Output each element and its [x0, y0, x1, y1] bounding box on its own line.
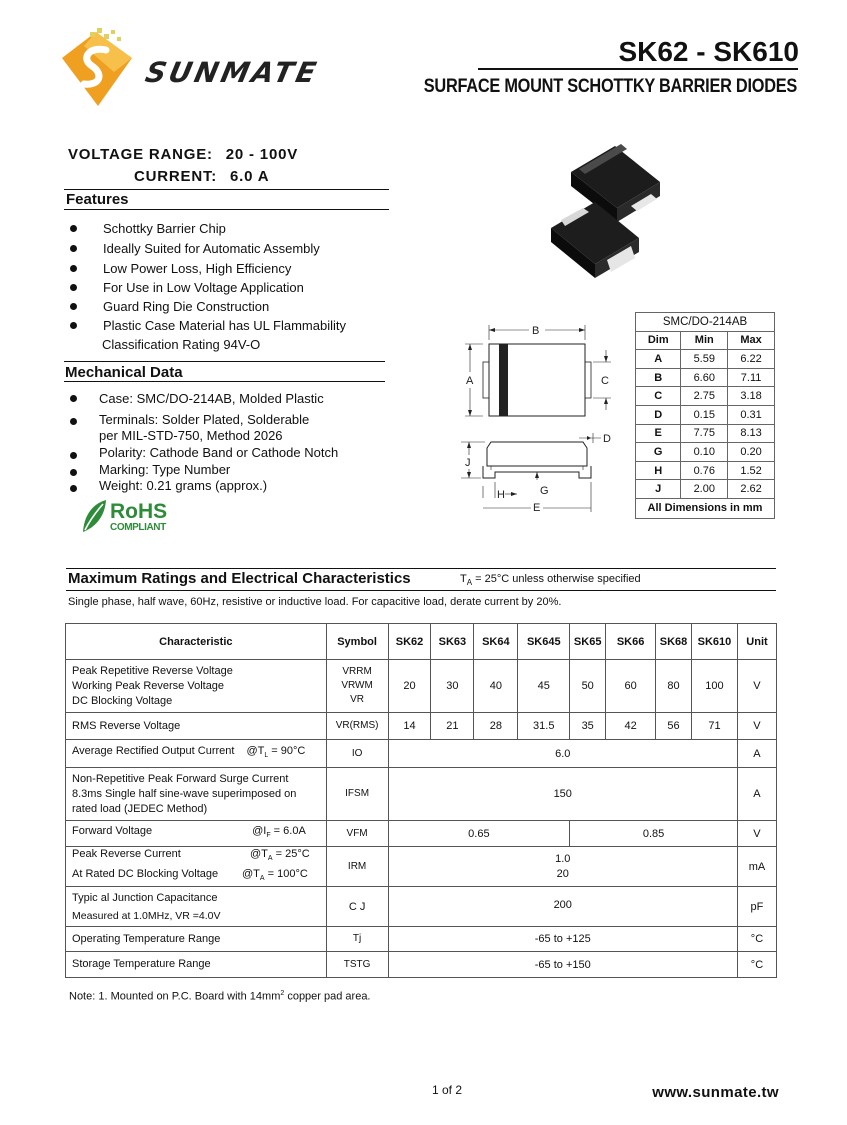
dimensions-table-title: SMC/DO-214AB	[636, 313, 775, 332]
column-header: SK610	[692, 624, 738, 660]
column-header: Min	[681, 331, 728, 350]
column-header: SK63	[431, 624, 474, 660]
column-header: Symbol	[326, 624, 388, 660]
list-item: Guard Ring Die Construction	[70, 299, 400, 318]
features-list	[70, 221, 400, 356]
footnote: Note: 1. Mounted on P.C. Board with $14mm^2$ copper pad area.	[69, 990, 371, 1003]
table-row: C 2.75 3.18	[636, 387, 775, 406]
table-row: Operating Temperature Range Tj -65 to +125 °C	[66, 927, 777, 952]
dim-label-j: J	[465, 457, 471, 469]
sunmate-logo-icon	[56, 28, 138, 110]
current-value: 6.0 A	[230, 168, 270, 185]
title-rule	[478, 68, 798, 70]
bullet-icon	[70, 245, 77, 252]
dimensions-table	[635, 312, 775, 519]
bullet-icon	[70, 452, 77, 459]
package-outline-drawing	[455, 320, 625, 515]
bullet-icon	[70, 225, 77, 232]
bullet-icon	[70, 303, 77, 310]
list-item: Marking: Type Number	[70, 462, 230, 477]
column-header: Max	[728, 331, 775, 350]
table-row: Peak Repetitive Reverse Voltage Working Peak Reverse Voltage DC Blocking Voltage VRRM VRWM VR 20 30 40 45 50 60 80 100 V	[66, 660, 777, 713]
brand-wordmark: SUNMATE	[142, 56, 322, 89]
table-row: Average Rectified Output Current $@T_L = 90^\circ C$ IO 6.0 A	[66, 740, 777, 768]
list-item: Ideally Suited for Automatic Assembly	[70, 241, 400, 261]
column-header: Characteristic	[66, 624, 327, 660]
list-item: Weight: 0.21 grams (approx.)	[70, 478, 267, 493]
dimensions-table-footer: All Dimensions in mm	[636, 498, 775, 518]
list-item: Plastic Case Material has UL Flammability	[70, 318, 400, 337]
list-item: For Use in Low Voltage Application	[70, 280, 400, 299]
bullet-icon	[70, 469, 77, 476]
table-row: A 5.59 6.22	[636, 350, 775, 369]
current-rating	[134, 168, 269, 185]
dim-label-h: H	[497, 489, 505, 501]
column-header: SK68	[656, 624, 692, 660]
ratings-note: Single phase, half wave, 60Hz, resistive or inductive load. For capacitive load, derate current by 20%.	[68, 596, 562, 608]
features-rule-top	[64, 189, 389, 190]
ratings-condition: $T_A = 25^\circ C$ unless otherwise specified	[460, 573, 641, 588]
column-header: SK66	[606, 624, 656, 660]
dim-label-a: A	[466, 375, 474, 387]
dim-label-e: E	[533, 502, 541, 514]
bullet-icon	[70, 265, 77, 272]
list-item: Terminals: Solder Plated, Solderable	[70, 412, 309, 427]
website-link[interactable]: www.sunmate.tw	[652, 1084, 779, 1101]
table-row: RMS Reverse Voltage VR(RMS) 14 21 28 31.5 35 42 56 71 V	[66, 713, 777, 740]
bullet-icon	[70, 322, 77, 329]
column-header: SK64	[474, 624, 518, 660]
document-title: SK62 - SK610	[618, 36, 799, 67]
table-header-row	[66, 624, 777, 660]
table-row: B 6.60 7.11	[636, 368, 775, 387]
dim-label-c: C	[601, 375, 609, 387]
table-row	[636, 313, 775, 332]
dim-label-g: G	[540, 485, 549, 497]
list-item: Low Power Loss, High Efficiency	[70, 261, 400, 280]
features-rule-bottom	[64, 209, 389, 210]
ratings-rule-top	[66, 568, 776, 569]
column-header: SK645	[518, 624, 570, 660]
voltage-range-label: VOLTAGE RANGE:	[68, 146, 213, 163]
column-header: SK62	[388, 624, 431, 660]
package-photo	[545, 142, 665, 282]
table-row: Typic al Junction Capacitance Measured at 1.0MHz, VR =4.0V C J 200 pF	[66, 887, 777, 927]
list-item: Classification Rating 94V-O	[102, 337, 261, 352]
table-row: D 0.15 0.31	[636, 405, 775, 424]
column-header: Unit	[737, 624, 776, 660]
voltage-range	[68, 146, 298, 163]
mechanical-rule-top	[64, 361, 385, 362]
column-header: Dim	[636, 331, 681, 350]
rohs-compliant-logo	[80, 498, 184, 534]
bullet-icon	[70, 284, 77, 291]
table-row: H 0.76 1.52	[636, 461, 775, 480]
table-row: J 2.00 2.62	[636, 480, 775, 499]
bullet-icon	[70, 418, 77, 425]
page-number: 1 of 2	[431, 1083, 463, 1097]
bullet-icon	[70, 485, 77, 492]
list-item: Schottky Barrier Chip	[70, 221, 400, 241]
list-item: Polarity: Cathode Band or Cathode Notch	[70, 445, 338, 460]
ratings-rule-bottom	[66, 590, 776, 591]
dim-label-d: D	[603, 433, 611, 445]
table-row: Forward Voltage $@I_F = 6.0A$ VFM 0.65 0.85 V	[66, 821, 777, 847]
ratings-table	[65, 623, 777, 978]
voltage-range-value: 20 - 100V	[225, 146, 299, 163]
table-row: G 0.10 0.20	[636, 443, 775, 462]
list-item: Case: SMC/DO-214AB, Molded Plastic	[70, 391, 324, 406]
column-header: SK65	[570, 624, 606, 660]
bullet-icon	[70, 395, 77, 402]
table-header-row	[636, 331, 775, 350]
table-row: Non-Repetitive Peak Forward Surge Current 8.3ms Single half sine-wave superimposed on rated load (JEDEC Method) IFSM 150 A	[66, 768, 777, 821]
document-subtitle: SURFACE MOUNT SCHOTTKY BARRIER DIODES	[423, 76, 797, 97]
rohs-text: RoHS	[110, 500, 168, 523]
features-heading: Features	[66, 191, 129, 208]
dim-label-b: B	[532, 325, 540, 337]
table-row: Storage Temperature Range TSTG -65 to +150 °C	[66, 952, 777, 978]
table-row	[636, 498, 775, 518]
list-item: per MIL-STD-750, Method 2026	[99, 428, 283, 443]
mechanical-rule-bottom	[64, 381, 385, 382]
mechanical-heading: Mechanical Data	[65, 364, 183, 381]
table-row: Peak Reverse Current $@T_A = 25^\circ C$ At Rated DC Blocking Voltage $@T_A = 100^\circ C$ IRM 1.0 20 mA	[66, 847, 777, 887]
table-row: E 7.75 8.13	[636, 424, 775, 443]
rohs-compliant-text: COMPLIANT	[110, 522, 166, 533]
current-label: CURRENT:	[134, 168, 218, 185]
ratings-heading: Maximum Ratings and Electrical Characteristics	[68, 570, 411, 587]
